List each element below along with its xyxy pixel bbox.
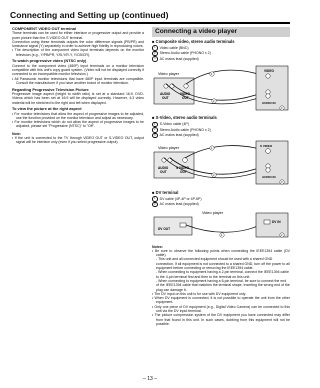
- list-item: 3 AC mains lead (supplied): [152, 56, 290, 62]
- number-1-icon: 1: [152, 196, 158, 202]
- number-1-icon: 1: [152, 45, 158, 51]
- composite-heading: ■ Composite video, stereo audio terminals: [152, 39, 235, 44]
- list-item: 2 Stereo Audio cable (PHONO x 2): [152, 127, 290, 133]
- svg-text:2: 2: [213, 174, 215, 178]
- note-item: • When DV equipment is connected, it is not possible to operate the unit from the other equipment.: [152, 296, 290, 305]
- component-video-text-2: Connection using these terminals outputs the color difference signals (PB/PR) and luminance signal (Y) separately in order to achieve high fidelity in reproducing colors.: [12, 39, 144, 49]
- svg-text:AUDIO: AUDIO: [158, 166, 169, 171]
- number-1-icon: 1: [152, 122, 158, 128]
- number-2-icon: 2: [152, 127, 158, 133]
- svg-text:3: 3: [281, 107, 283, 111]
- component-video-heading: COMPONENT VIDEO OUT terminal: [12, 26, 76, 31]
- notes-heading: Notes:: [152, 244, 163, 249]
- note-item: - When connecting to equipment having a 2-pin terminal, connect the IEEE1394 cable to the 4-pin terminal first and then to the terminal on this unit.: [156, 270, 289, 279]
- page-number: – 13 –: [143, 376, 157, 382]
- page-header: [10, 10, 290, 24]
- svg-text:3: 3: [281, 181, 283, 185]
- svg-text:S VIDEO: S VIDEO: [176, 166, 189, 171]
- aspect-bullet-1: • For monitor televisions that allow the aspect of progressive images to be adjusted, use the function provided on the monitor television and adjust as necessary.: [12, 111, 144, 120]
- svg-text:2: 2: [213, 100, 215, 104]
- number-2-icon: 2: [152, 202, 158, 208]
- progressive-bullet: • All Panasonic monitor televisions that have 480P input terminals are compatible. Consult the manufacturer if you have another brand of monitor television.: [12, 76, 144, 85]
- list-item: 1 Video cable (BNC): [152, 45, 290, 51]
- dv-connection-diagram: [152, 209, 290, 240]
- note-item: - When connecting to equipment having a 6-pin terminal, be sure to connect the end of the IEEE1394 cable that matches the terminal shape. Inserting the wrong end of the plug can damage it.: [156, 278, 290, 292]
- svg-text:2: 2: [281, 234, 283, 238]
- title-rule: [10, 22, 290, 24]
- note-item: • Be sure to observe the following points when connecting the IEEE1394 cable (DV cable).: [152, 248, 290, 258]
- progressive-picture-heading: Regarding Progressive Television Picture: [12, 86, 89, 92]
- svg-text:DV IN: DV IN: [272, 220, 281, 225]
- s-video-connection-diagram: [152, 140, 290, 187]
- note-text: • If the unit is connected to the TV through VIDEO OUT or S-VIDEO OUT, output signal will be interlace only (even if you select progressive output).: [12, 136, 144, 145]
- list-item: 2 AC mains lead (supplied): [152, 202, 290, 208]
- note-item: • The DV input on this unit is for use with DV equipment only.: [152, 291, 247, 296]
- list-item: 2 Stereo Audio cable (PHONO x 2): [152, 51, 290, 57]
- component-video-text-1: These terminals can be used for either interlace or progressive output and provide a purer picture than the S VIDEO OUT terminal.: [12, 31, 144, 40]
- composite-connection-diagram: [152, 64, 290, 113]
- progressive-heading: To watch progressive video (NTSC only): [12, 58, 87, 64]
- number-3-icon: 3: [152, 56, 158, 62]
- left-column: [12, 27, 144, 145]
- svg-text:Video player: Video player: [158, 146, 180, 151]
- list-item: 3 AC mains lead (supplied): [152, 133, 290, 139]
- svg-text:OUT: OUT: [160, 170, 167, 175]
- svg-text:1: 1: [221, 234, 223, 238]
- svg-text:DV OUT: DV OUT: [158, 227, 171, 232]
- aspect-heading: To view the picture at the right aspect: [12, 106, 82, 112]
- svg-text:OUT: OUT: [182, 96, 189, 101]
- svg-text:Video player: Video player: [202, 211, 224, 216]
- progressive-text: Connect to the component video (480P) input terminals on a monitor television compatible with this unit's copy guard system. (Video will not be displayed correctly if connected to an incompatible monitor television.): [12, 63, 144, 77]
- list-item: 1 DV cable (4P-4P or 4P-6P): [152, 196, 290, 202]
- note-heading: Note:: [12, 131, 21, 136]
- progressive-picture-text: Progressive image aspect (height to width ratio) is set at a standard 16:9. DVD-Videos which has been set at 16:9 will be displayed correctly. However, 4:3 video material will be stretched to the right and left when displayed.: [12, 91, 144, 105]
- svg-text:Video player: Video player: [158, 72, 180, 77]
- note-item: • The picture compression system of the DV equipment you have connected may differ from that found in this unit. In such cases, dubbing from this equipment will not be possible.: [152, 313, 290, 326]
- svg-text:OUT: OUT: [180, 170, 187, 175]
- note-item: • Only one piece of DV equipment (e.g., Digital Video Camera) can be connected to this unit via the DV input terminal.: [152, 304, 290, 313]
- svg-text:OUT: OUT: [162, 96, 169, 101]
- svg-text:S VIDEO: S VIDEO: [260, 144, 273, 149]
- svg-text:AUDIO IN: AUDIO IN: [262, 101, 276, 106]
- svg-text:VIDEO: VIDEO: [180, 92, 190, 97]
- component-video-bullet: • The description of the component video input terminals depends on the monitor television (e.g., Y/PB/PR, Y/B-Y/R-Y, Y/CB/CR).: [12, 48, 144, 57]
- svg-text:1: 1: [211, 147, 213, 151]
- s-video-heading: ■ S-Video, stereo audio terminals: [152, 115, 217, 121]
- note-item: - This unit and all connected equipment should be used with a shared GND connection. If all equipment is not connected to a shared GND, turn off the power to all equipment before connecting or removing the IEEE1394 cable.: [156, 257, 290, 271]
- aspect-bullet-2: • For monitor televisions which do not allow the aspect of progressive images to be adjusted, please set "Progressive (NTSC)" to "Off".: [12, 120, 144, 129]
- right-column: [152, 27, 290, 326]
- number-2-icon: 2: [152, 51, 158, 57]
- page-title: Connecting and Setting up (continued): [10, 10, 169, 20]
- svg-text:VIDEO: VIDEO: [264, 69, 274, 74]
- number-3-icon: 3: [152, 133, 158, 139]
- svg-text:AUDIO IN: AUDIO IN: [262, 175, 276, 180]
- svg-text:1: 1: [211, 73, 213, 77]
- dv-heading: ■ DV terminal: [152, 189, 179, 195]
- svg-text:AUDIO: AUDIO: [160, 92, 171, 97]
- notes-block: [152, 245, 290, 327]
- list-item: 1 S-Video cable (4P): [152, 122, 290, 128]
- section-band-title: Connecting a video player: [152, 27, 290, 37]
